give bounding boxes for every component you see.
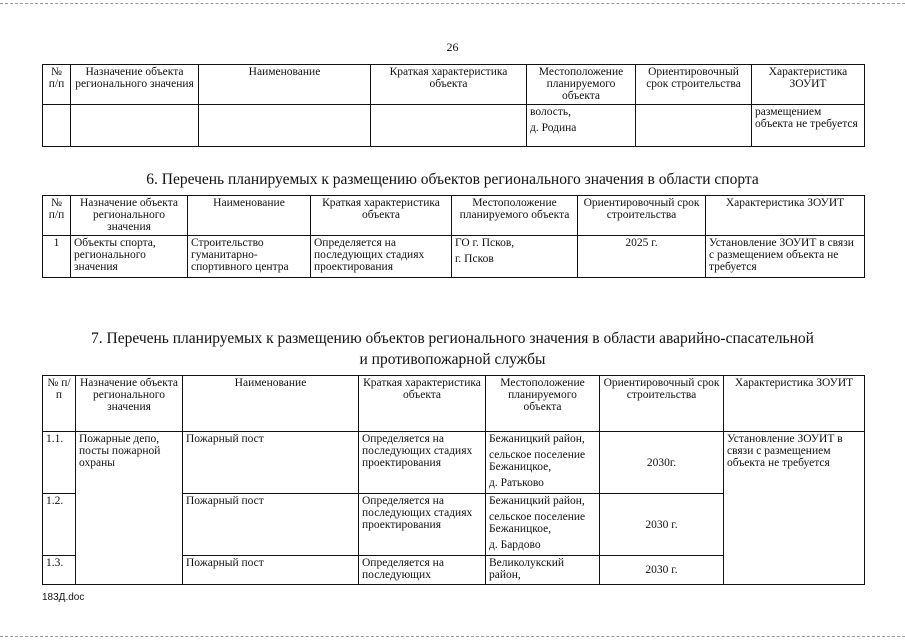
col-header-location: Местоположение планируемого объекта [452, 196, 578, 236]
location-line: Бежаницкий район, [489, 495, 585, 507]
cell-purpose: Пожарные депо, посты пожарной охраны [76, 432, 183, 585]
cell-location [486, 494, 600, 556]
cell-desc: Определяется на последующих стадиях проектирования [359, 432, 486, 494]
col-header-location: Местоположение планируемого объекта [486, 376, 600, 432]
cell-desc: Определяется на последующих [359, 556, 486, 585]
col-header-num: № п/п [43, 196, 71, 236]
cell-purpose [71, 105, 199, 147]
cell-num: 1.3. [43, 556, 76, 585]
cell-name: Строительство гуманитарно-спортивного центра [188, 236, 311, 278]
col-header-name: Наименование [188, 196, 311, 236]
col-header-location: Местоположение планируемого объекта [527, 65, 636, 105]
location-line: Великолукский район, [489, 557, 565, 581]
table-sport [42, 195, 865, 278]
location-line: д. Ратьково [489, 477, 544, 489]
location-line: волость, [530, 106, 571, 118]
cell-purpose: Объекты спорта, регионального значения [71, 236, 188, 278]
cell-name: Пожарный пост [183, 556, 359, 585]
section-7-title-line2: и противопожарной службы [359, 351, 546, 368]
location-line: г. Псков [455, 253, 494, 265]
section-7-title-line1: 7. Перечень планируемых к размещению объектов регионального значения в области аварийно-спасательной [91, 330, 814, 347]
col-header-name: Наименование [183, 376, 359, 432]
cell-term: 2030 г. [600, 556, 724, 585]
cell-zouit: Установление ЗОУИТ в связи с размещением объекта не требуется [724, 432, 865, 585]
cell-term: 2030 г. [600, 494, 724, 556]
cell-term: 2030г. [600, 432, 724, 494]
col-header-desc: Краткая характеристика объекта [371, 65, 527, 105]
cell-name: Пожарный пост [183, 432, 359, 494]
footer-filename: 183Д.doc [42, 592, 85, 603]
cell-desc: Определяется на последующих стадиях проектирования [359, 494, 486, 556]
section-6-title: 6. Перечень планируемых к размещению объектов регионального значения в области спорта [146, 171, 759, 188]
cell-zouit: размещением объекта не требуется [752, 105, 865, 147]
cell-num: 1.1. [43, 432, 76, 494]
table-continued [42, 64, 865, 147]
col-header-name: Наименование [199, 65, 371, 105]
table-rescue [42, 375, 865, 585]
scan-top-edge [0, 3, 905, 4]
cell-name: Пожарный пост [183, 494, 359, 556]
cell-zouit: Установление ЗОУИТ в связи с размещением объекта не требуется [706, 236, 865, 278]
cell-num [43, 105, 71, 147]
cell-location [486, 432, 600, 494]
col-header-desc: Краткая характеристика объекта [359, 376, 486, 432]
location-line: д. Родина [530, 122, 577, 134]
col-header-zouit: Характеристика ЗОУИТ [724, 376, 865, 432]
table-row [43, 105, 865, 147]
location-line: ГО г. Псков, [455, 237, 515, 249]
cell-desc: Определяется на последующих стадиях проектирования [311, 236, 452, 278]
table-header-row [43, 65, 865, 105]
col-header-zouit: Характеристика ЗОУИТ [706, 196, 865, 236]
cell-desc [371, 105, 527, 147]
col-header-num: № п/п [43, 65, 71, 105]
cell-term: 2025 г. [578, 236, 706, 278]
col-header-term: Ориентировочный срок строительства [636, 65, 752, 105]
col-header-purpose: Назначение объекта регионального значения [71, 196, 188, 236]
col-header-zouit: Характеристика ЗОУИТ [752, 65, 865, 105]
col-header-num: № п/п [43, 376, 76, 432]
location-line: сельское поселение Бежаницкое, [489, 449, 586, 473]
cell-name [199, 105, 371, 147]
col-header-purpose: Назначение объекта регионального значения [71, 65, 199, 105]
location-line: Бежаницкий район, [489, 433, 585, 445]
cell-num: 1.2. [43, 494, 76, 556]
table-header-row [43, 196, 865, 236]
page-number: 26 [446, 40, 459, 54]
table-row [43, 236, 865, 278]
cell-num: 1 [43, 236, 71, 278]
cell-location [486, 556, 600, 585]
col-header-purpose: Назначение объекта регионального значения [76, 376, 183, 432]
col-header-term: Ориентировочный срок строительства [600, 376, 724, 432]
col-header-desc: Краткая характеристика объекта [311, 196, 452, 236]
cell-location [452, 236, 578, 278]
table-row [43, 432, 865, 494]
cell-term [636, 105, 752, 147]
col-header-term: Ориентировочный срок строительства [578, 196, 706, 236]
location-line: сельское поселение Бежаницкое, [489, 511, 586, 535]
cell-location [527, 105, 636, 147]
scan-bottom-edge [0, 636, 905, 637]
location-line: д. Бардово [489, 539, 541, 551]
table-header-row [43, 376, 865, 432]
